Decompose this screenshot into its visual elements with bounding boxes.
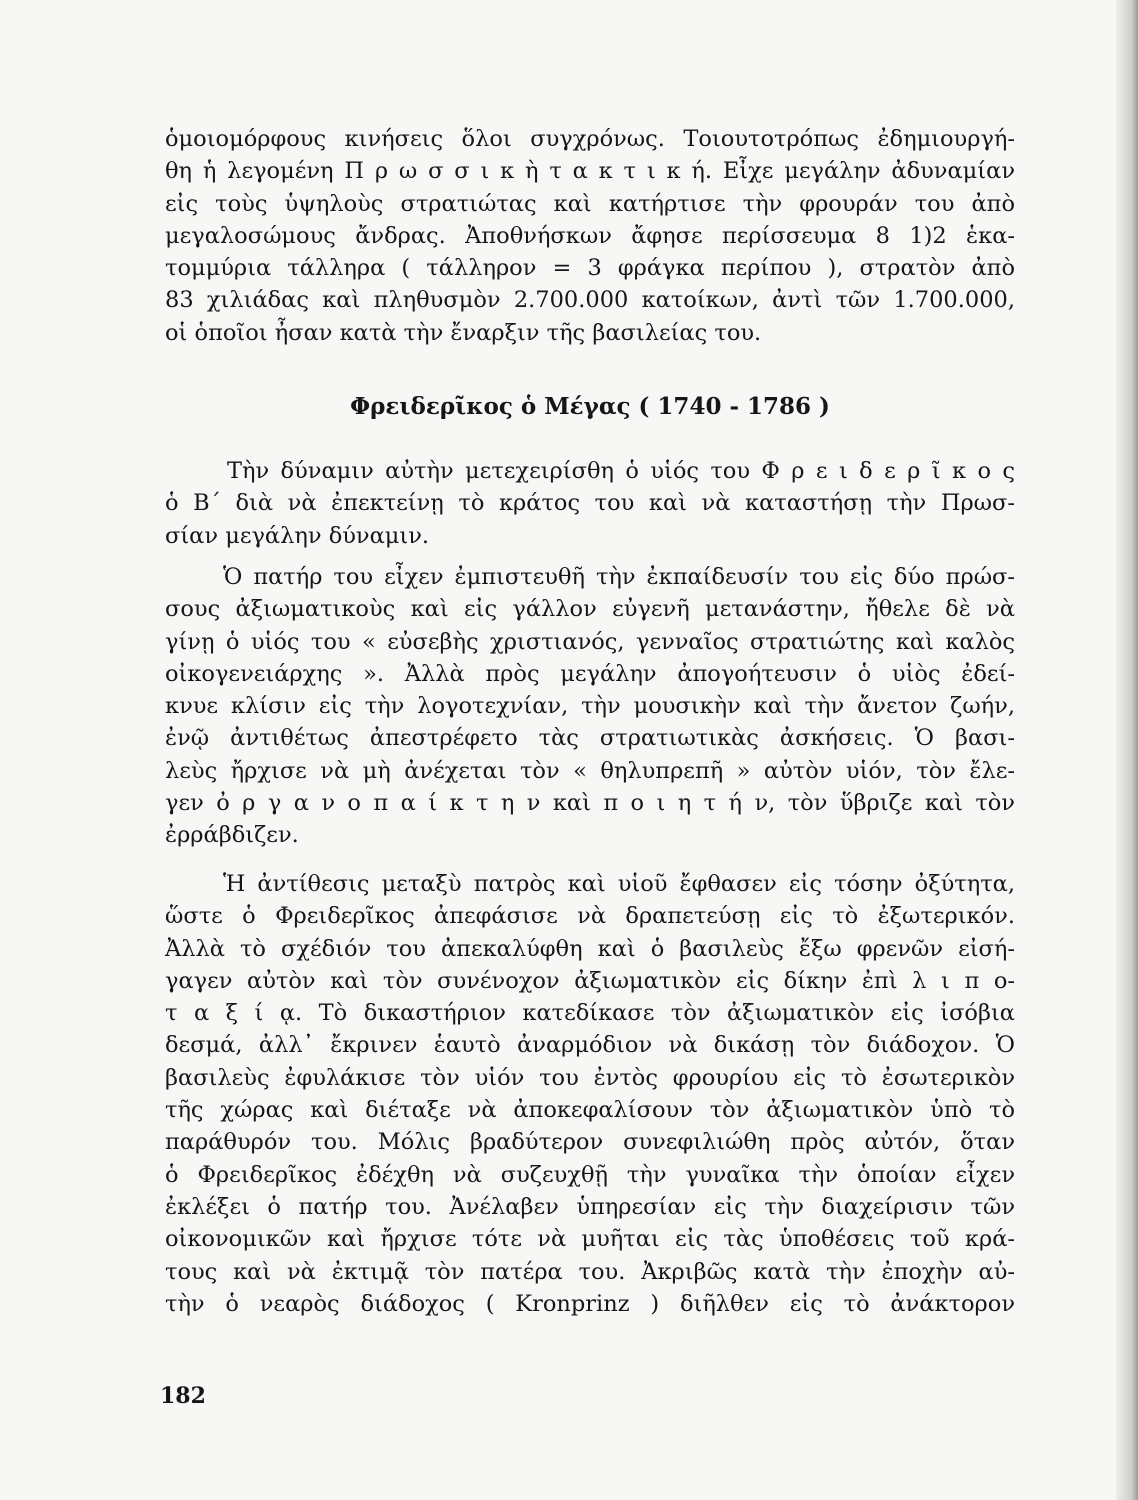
text-line: ὥστε ὁ Φρειδερῖκος ἀπεφάσισε νὰ δραπετεύσῃ εἰς τὸ ἐξωτερικόν. <box>165 903 1015 930</box>
text-line: γεν ὀ ρ γ α ν ο π α ί κ τ η ν καὶ π ο ι η τ ή ν, τὸν ὕβριζε καὶ τὸν <box>165 790 1015 817</box>
paragraph-conflict <box>165 868 1015 1320</box>
text-line: θη ἡ λεγομένη Π ρ ω σ σ ι κ ὴ τ α κ τ ι κ ή. Εἶχε μεγάλην ἀδυναμίαν <box>165 158 1015 185</box>
text-line: οἱ ὁποῖοι ἦσαν κατὰ τὴν ἔναρξιν τῆς βασιλείας του. <box>165 319 762 346</box>
text-line: σίαν μεγάλην δύναμιν. <box>165 522 430 549</box>
text-line: μεγαλοσώμους ἄνδρας. Ἀποθνήσκων ἄφησε περίσσευμα 8 1)2 ἑκα- <box>165 222 1015 249</box>
text-line: ὁ Φρειδερῖκος ἐδέχθη νὰ συζευχθῇ τὴν γυναῖκα τὴν ὁποίαν εἶχεν <box>165 1161 1015 1188</box>
page-edge-shadow <box>1116 0 1138 1500</box>
text-line: τῆς χώρας καὶ διέταξε νὰ ἀποκεφαλίσουν τὸν ἀξιωματικὸν ὑπὸ τὸ <box>165 1097 1015 1124</box>
text-line: ἐκλέξει ὁ πατήρ του. Ἀνέλαβεν ὑπηρεσίαν εἰς τὴν διαχείρισιν τῶν <box>165 1193 1015 1220</box>
text-line: σους ἀξιωματικοὺς καὶ εἰς γάλλον εὐγενῆ μετανάστην, ἤθελε δὲ νὰ <box>165 596 1015 623</box>
section-heading: Φρειδερῖκος ὁ Μέγας ( 1740 - 1786 ) <box>350 393 830 420</box>
text-line: τὴν ὁ νεαρὸς διάδοχος ( Kronprinz ) διῆλθεν εἰς τὸ ἀνάκτορον <box>165 1290 1015 1317</box>
text-line: κνυε κλίσιν εἰς τὴν λογοτεχνίαν, τὴν μουσικὴν καὶ τὴν ἄνετον ζωήν, <box>165 693 1015 720</box>
text-line: ἐνῷ ἀντιθέτως ἀπεστρέφετο τὰς στρατιωτικὰς ἀσκήσεις. Ὁ βασι- <box>165 725 1015 752</box>
text-line: οἰκονομικῶν καὶ ἤρχισε τότε νὰ μυῆται εἰς τὰς ὑποθέσεις τοῦ κρά- <box>165 1226 1015 1253</box>
paragraph-prussian-tactics <box>165 123 1015 349</box>
text-line: λεὺς ἤρχισε νὰ μὴ ἀνέχεται τὸν « θηλυπρεπῆ » αὐτὸν υἱόν, τὸν ἔλε- <box>165 757 1015 784</box>
text-line: Ἡ ἀντίθεσις μεταξὺ πατρὸς καὶ υἱοῦ ἔφθασεν εἰς τόσην ὀξύτητα, <box>223 871 1015 897</box>
text-line: παράθυρόν του. Μόλις βραδύτερον συνεφιλιώθη πρὸς αὐτόν, ὅταν <box>165 1129 1015 1156</box>
page-number: 182 <box>160 1383 206 1409</box>
text-line: τ α ξ ί ᾳ. Τὸ δικαστήριον κατεδίκασε τὸν ἀξιωματικὸν εἰς ἰσόβια <box>165 1000 1015 1027</box>
text-line: ἐρράβδιζεν. <box>165 822 299 849</box>
text-line: τους καὶ νὰ ἐκτιμᾷ τὸν πατέρα του. Ἀκριβῶς κατὰ τὴν ἐποχὴν αὐ- <box>165 1258 1015 1285</box>
text-line: οἰκογενειάρχης ». Ἀλλὰ πρὸς μεγάλην ἀπογοήτευσιν ὁ υἱὸς ἐδεί- <box>165 660 1015 687</box>
text-line: Τὴν δύναμιν αὐτὴν μετεχειρίσθη ὁ υἱός του Φ ρ ε ι δ ε ρ ῖ κ ο ς <box>227 458 1015 484</box>
text-line: 83 χιλιάδας καὶ πληθυσμὸν 2.700.000 κατοίκων, ἀντὶ τῶν 1.700.000, <box>165 287 1015 314</box>
text-line: ὁμοιομόρφους κινήσεις ὅλοι συγχρόνως. Τοιουτοτρόπως ἐδημιουργή- <box>165 126 1015 152</box>
text-line: Ἀλλὰ τὸ σχέδιόν του ἀπεκαλύφθη καὶ ὁ βασιλεὺς ἔξω φρενῶν εἰσή- <box>165 935 1015 962</box>
text-line: δεσμά, ἀλλ᾽ ἔκρινεν ἑαυτὸ ἀναρμόδιον νὰ δικάσῃ τὸν διάδοχον. Ὁ <box>165 1032 1015 1059</box>
text-line: εἰς τοὺς ὑψηλοὺς στρατιώτας καὶ κατήρτισε τὴν φρουράν του ἀπὸ <box>165 190 1015 217</box>
text-line: τομμύρια τάλληρα ( τάλληρον = 3 φράγκα περίπου ), στρατὸν ἀπὸ <box>165 255 1015 282</box>
text-line: ὁ Β΄ διὰ νὰ ἐπεκτείνῃ τὸ κράτος του καὶ νὰ καταστήσῃ τὴν Πρωσ- <box>165 490 1015 517</box>
text-line: βασιλεὺς ἐφυλάκισε τὸν υἱόν του ἐντὸς φρουρίου εἰς τὸ ἐσωτερικὸν <box>165 1064 1015 1091</box>
text-line: γαγεν αὐτὸν καὶ τὸν συνένοχον ἀξιωματικὸν εἰς δίκην ἐπὶ λ ι π ο- <box>165 967 1015 994</box>
paragraph-education <box>165 561 1015 852</box>
text-line: γίνῃ ὁ υἱός του « εὐσεβὴς χριστιανός, γενναῖος στρατιώτης καὶ καλὸς <box>165 628 1015 655</box>
paragraph-frederick-intro <box>165 455 1015 552</box>
text-line: Ὁ πατήρ του εἶχεν ἐμπιστευθῆ τὴν ἐκπαίδευσίν του εἰς δύο πρώσ- <box>223 564 1015 590</box>
